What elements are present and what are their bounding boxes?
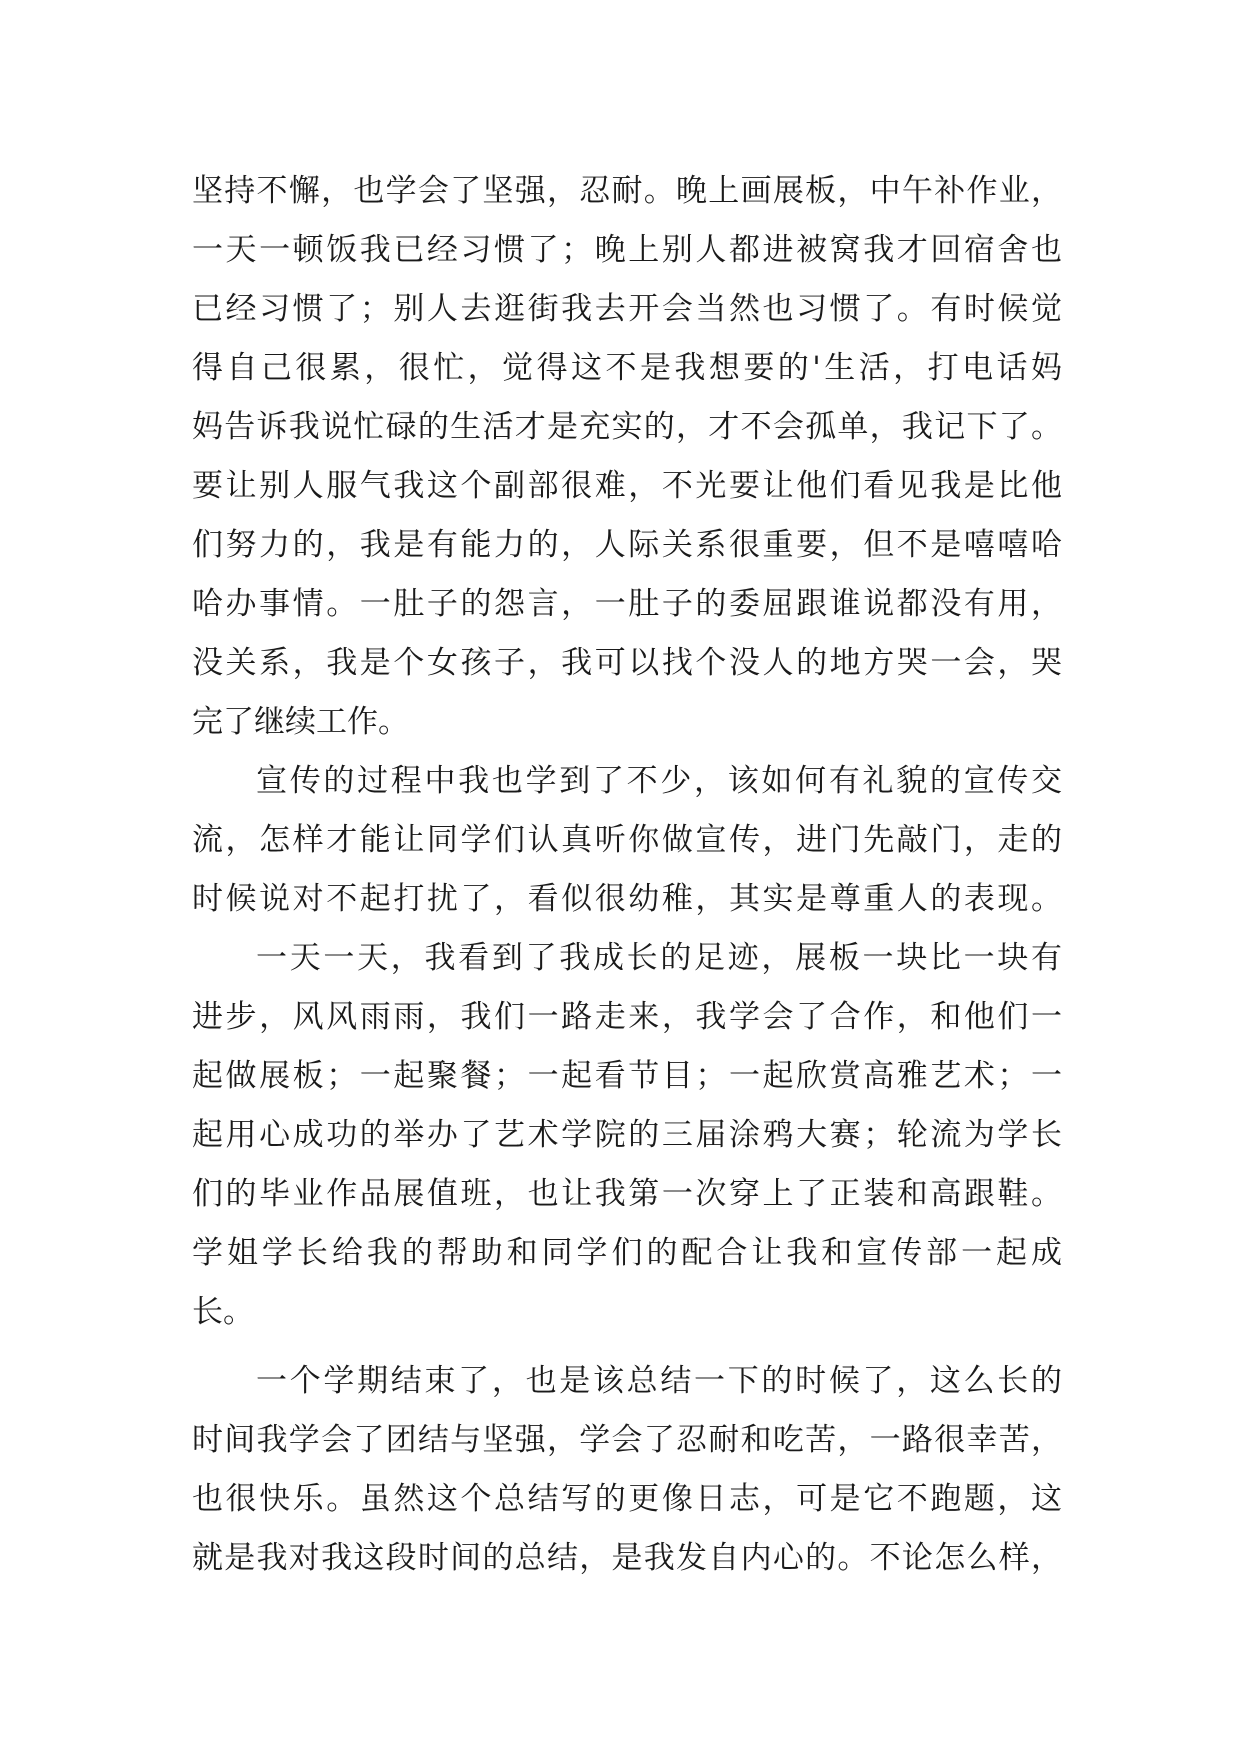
text-line: 起做展板；一起聚餐；一起看节目；一起欣赏高雅艺术；一 [192, 1058, 1062, 1094]
text-line: 也很快乐。虽然这个总结写的更像日志，可是它不跑题，这 [192, 1481, 1062, 1517]
text-line: 学姐学长给我的帮助和同学们的配合让我和宣传部一起成 [192, 1235, 1062, 1271]
text-line: 妈告诉我说忙碌的生活才是充实的，才不会孤单，我记下了。 [192, 409, 1062, 445]
text-line: 完了继续工作。 [192, 704, 409, 740]
text-line: 得自己很累，很忙，觉得这不是我想要的'生活，打电话妈 [192, 350, 1062, 386]
text-line: 流，怎样才能让同学们认真听你做宣传，进门先敲门，走的 [192, 822, 1062, 858]
paragraph-spacer [192, 1342, 1062, 1352]
text-line: 一天一天，我看到了我成长的足迹，展板一块比一块有 [256, 940, 1062, 976]
paragraph-3 [192, 929, 1062, 1342]
text-line: 时间我学会了团结与坚强，学会了忍耐和吃苦，一路很幸苦， [192, 1422, 1062, 1458]
text-line: 坚持不懈，也学会了坚强，忍耐。晚上画展板，中午补作业， [192, 173, 1062, 209]
text-line: 要让别人服气我这个副部很难，不光要让他们看见我是比他 [192, 468, 1062, 504]
text-line: 一个学期结束了，也是该总结一下的时候了，这么长的 [256, 1363, 1062, 1399]
text-line: 已经习惯了；别人去逛街我去开会当然也习惯了。有时候觉 [192, 291, 1062, 327]
text-line: 宣传的过程中我也学到了不少，该如何有礼貌的宣传交 [256, 763, 1062, 799]
text-line: 起用心成功的举办了艺术学院的三届涂鸦大赛；轮流为学长 [192, 1117, 1062, 1153]
text-line: 就是我对我这段时间的总结，是我发自内心的。不论怎么样， [192, 1540, 1062, 1576]
paragraph-4 [192, 1352, 1062, 1588]
text-line: 哈办事情。一肚子的怨言，一肚子的委屈跟谁说都没有用， [192, 586, 1062, 622]
text-line: 们努力的，我是有能力的，人际关系很重要，但不是嘻嘻哈 [192, 527, 1062, 563]
text-line: 没关系，我是个女孩子，我可以找个没人的地方哭一会，哭 [192, 645, 1062, 681]
body-text [192, 162, 1062, 1588]
paragraph-1 [192, 162, 1062, 752]
text-line: 们的毕业作品展值班，也让我第一次穿上了正装和高跟鞋。 [192, 1176, 1062, 1212]
text-line: 一天一顿饭我已经习惯了；晚上别人都进被窝我才回宿舍也 [192, 232, 1062, 268]
text-line: 进步，风风雨雨，我们一路走来，我学会了合作，和他们一 [192, 999, 1062, 1035]
text-line: 时候说对不起打扰了，看似很幼稚，其实是尊重人的表现。 [192, 881, 1062, 917]
text-line: 长。 [192, 1294, 254, 1330]
paragraph-2 [192, 752, 1062, 929]
